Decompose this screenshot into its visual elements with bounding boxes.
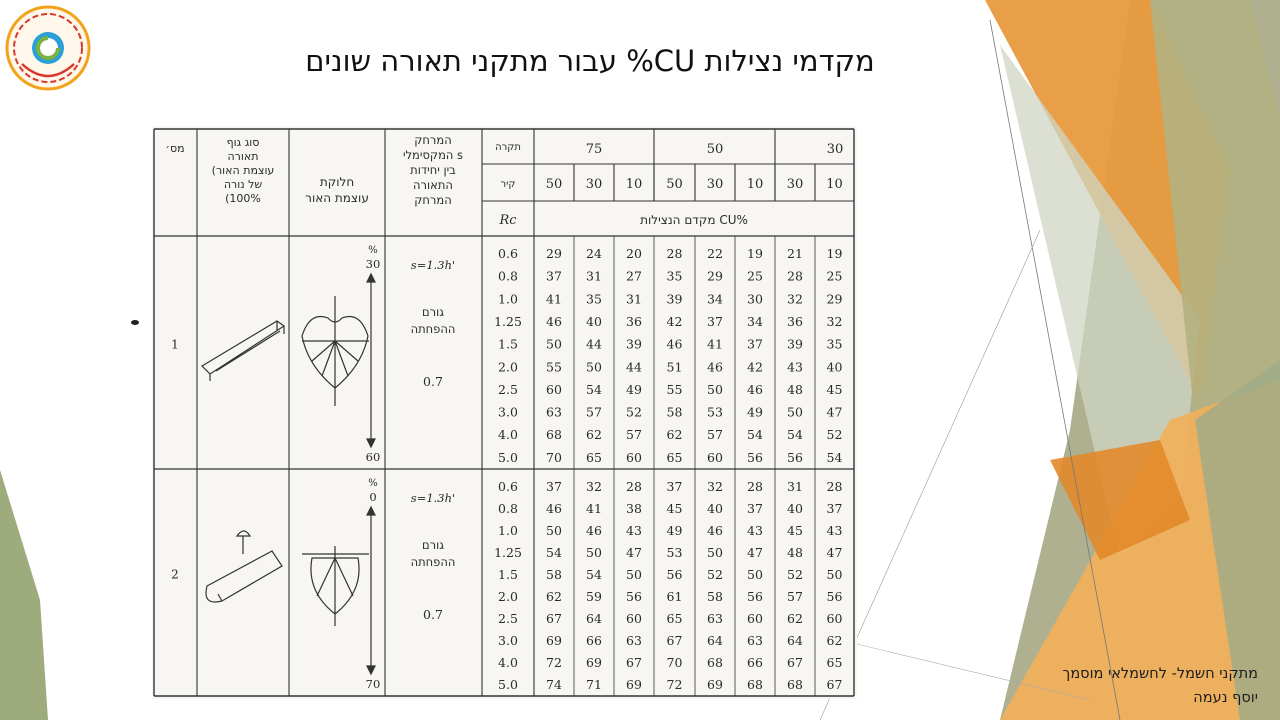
cu-value: 57 (626, 427, 642, 443)
ceiling-value-50: 50 (706, 142, 724, 157)
cu-value: 64 (787, 632, 803, 648)
cu-value: 54 (546, 544, 562, 560)
cu-value: 56 (826, 588, 843, 604)
arrow-down-icon (367, 666, 375, 674)
cu-value: 43 (826, 522, 843, 538)
rc-value: 0.8 (498, 500, 518, 516)
cu-value: 63 (626, 632, 642, 648)
cu-value: 54 (787, 427, 803, 443)
rc-value: 5.0 (498, 676, 518, 692)
arrow-down-icon (367, 439, 375, 447)
cu-value: 74 (546, 676, 562, 692)
footer-author: יוסף נעמה (1193, 690, 1258, 706)
cu-value: 28 (626, 479, 642, 494)
arrow-up-icon (367, 274, 375, 282)
cu-value: 54 (747, 427, 763, 443)
cu-value: 65 (826, 654, 843, 670)
cu-value: 32 (787, 291, 803, 307)
cu-value: 67 (666, 632, 683, 648)
cu-value: 69 (586, 654, 602, 670)
wall-value: 30 (786, 177, 804, 192)
cu-value: 68 (787, 676, 803, 692)
header-max-spacing: בין יחידות (410, 163, 456, 177)
rc-value: 1.5 (498, 566, 518, 582)
cu-value: 55 (666, 381, 683, 397)
cu-value: 20 (626, 246, 642, 261)
percent-sign: % (368, 478, 378, 489)
cu-value: 35 (586, 291, 602, 307)
cu-value: 29 (826, 291, 843, 307)
cu-value: 31 (626, 291, 642, 307)
table-drawing (152, 126, 857, 699)
cu-value: 70 (666, 654, 683, 670)
cu-value: 47 (826, 544, 843, 560)
cu-value: 29 (546, 246, 562, 261)
cu-value: 57 (586, 404, 602, 420)
cu-value: 45 (787, 522, 803, 538)
rc-value: 4.0 (498, 654, 518, 670)
cu-value: 40 (586, 313, 602, 329)
wall-value: 10 (625, 177, 643, 192)
rc-value: 2.5 (498, 381, 518, 397)
cu-value: 49 (747, 404, 763, 420)
footer (1063, 662, 1258, 710)
cu-value: 50 (707, 544, 723, 560)
cu-value: 52 (826, 427, 843, 443)
cu-value: 43 (787, 359, 803, 375)
cu-value: 34 (747, 313, 763, 329)
cu-value: 60 (626, 610, 642, 626)
cu-value: 59 (586, 588, 602, 604)
header-max-spacing: המרחק (414, 133, 452, 147)
cu-value: 37 (666, 479, 683, 494)
rc-value: 2.5 (498, 610, 518, 626)
rc-value: 1.0 (498, 291, 518, 307)
cu-value: 50 (747, 566, 763, 582)
reduction-factor-label: גורם (422, 305, 444, 319)
cu-value: 60 (626, 449, 642, 465)
cu-value: 52 (626, 404, 642, 420)
header-max-spacing: התאורה (413, 178, 453, 192)
cu-value: 31 (586, 268, 602, 284)
cu-value: 39 (787, 336, 803, 352)
wall-value: 10 (826, 177, 843, 192)
cu-value: 50 (626, 566, 642, 582)
cu-value: 22 (707, 246, 723, 261)
cu-value: 43 (626, 522, 642, 538)
cu-value: 28 (747, 479, 763, 494)
cu-value: 72 (666, 676, 683, 692)
row-number-2: 2 (171, 567, 179, 582)
cu-value: 67 (787, 654, 803, 670)
cu-value: 51 (666, 359, 683, 375)
cu-value: 63 (707, 610, 723, 626)
row-number-1: 1 (171, 337, 179, 352)
cu-value: 70 (546, 449, 562, 465)
rc-value: 4.0 (498, 427, 518, 443)
cu-value: 45 (666, 500, 683, 516)
cu-value: 48 (787, 544, 803, 560)
cu-value: 19 (747, 246, 763, 261)
wall-value: 50 (545, 177, 563, 192)
cu-value: 71 (586, 676, 602, 692)
rc-value: 0.6 (498, 246, 518, 261)
cu-value: 68 (747, 676, 763, 692)
cu-value: 68 (707, 654, 723, 670)
cu-value: 65 (666, 610, 683, 626)
rc-value: 2.0 (498, 359, 518, 375)
cu-value: 62 (787, 610, 803, 626)
cu-value: 27 (626, 268, 642, 284)
cu-value: 24 (586, 246, 602, 261)
cu-value: 35 (826, 336, 843, 352)
cu-value: 56 (626, 588, 642, 604)
cu-value: 56 (666, 566, 683, 582)
percent-bottom-value: 60 (365, 450, 381, 464)
header-fixture-type: (עוצמת האור (211, 164, 275, 177)
cu-value: 49 (666, 522, 683, 538)
cu-value: 60 (747, 610, 763, 626)
rc-value: 1.25 (494, 544, 522, 560)
cu-value: 37 (826, 500, 843, 516)
cu-value: 69 (546, 632, 562, 648)
cu-value: 50 (707, 381, 723, 397)
header-distribution: עוצמת האור (305, 191, 369, 205)
rc-value: 3.0 (498, 632, 518, 648)
industrial-reflector-icon (206, 531, 282, 602)
cu-value: 49 (626, 381, 642, 397)
cu-value: 21 (787, 246, 803, 261)
cu-value: 54 (586, 566, 602, 582)
rc-value: 5.0 (498, 449, 518, 465)
cu-value: 42 (747, 359, 763, 375)
header-cu-label: מקדם הנצילות CU% (640, 213, 748, 227)
rc-value: 0.6 (498, 479, 518, 494)
cu-value: 62 (546, 588, 562, 604)
header-fixture-type: של נורה (223, 178, 263, 191)
rc-value: 3.0 (498, 404, 518, 420)
percent-top-value: 0 (369, 490, 377, 504)
percent-sign: % (368, 245, 378, 256)
cu-value: 36 (626, 313, 642, 329)
cu-value: 62 (666, 427, 683, 443)
cu-value: 60 (707, 449, 723, 465)
header-fixture-type: (100% (225, 192, 261, 205)
cu-value: 37 (546, 268, 562, 284)
cu-value: 42 (666, 313, 683, 329)
cu-value: 50 (787, 404, 803, 420)
reduction-factor-label: ההפחתה (410, 322, 456, 336)
cu-value: 66 (747, 654, 763, 670)
circular-stamp-logo-icon (4, 4, 92, 92)
percent-bottom-value: 70 (365, 677, 381, 691)
cu-value: 50 (826, 566, 843, 582)
arrow-up-icon (367, 507, 375, 515)
cu-value: 32 (826, 313, 843, 329)
cu-value: 63 (546, 404, 562, 420)
fluorescent-batten-icon (202, 321, 284, 381)
cu-value: 46 (707, 359, 723, 375)
cu-value: 39 (666, 291, 683, 307)
cu-value: 64 (707, 632, 723, 648)
cu-value: 46 (546, 313, 562, 329)
cu-coefficient-table (152, 126, 857, 699)
rc-value: 1.5 (498, 336, 518, 352)
cu-value: 46 (747, 381, 763, 397)
cu-value: 56 (787, 449, 803, 465)
header-fixture-type: תאורה (227, 150, 259, 163)
cu-value: 55 (546, 359, 562, 375)
cu-value: 60 (546, 381, 562, 397)
cu-value: 65 (586, 449, 602, 465)
rc-value: 0.8 (498, 268, 518, 284)
cu-value: 32 (707, 479, 723, 494)
cu-value: 56 (747, 449, 763, 465)
header-max-spacing: המקסימלי s (402, 148, 464, 162)
cu-value: 54 (826, 449, 843, 465)
cu-value: 46 (586, 522, 602, 538)
cu-value: 44 (626, 359, 642, 375)
cu-value: 57 (787, 588, 803, 604)
cu-value: 36 (787, 313, 803, 329)
footer-course-name: מתקני חשמל- לחשמלאי מוסמך (1062, 666, 1258, 682)
header-wall-label: קיר (500, 179, 516, 190)
cu-value: 53 (707, 404, 723, 420)
cu-value: 28 (787, 268, 803, 284)
cu-value: 57 (707, 427, 723, 443)
cu-value: 50 (586, 544, 602, 560)
cu-value: 48 (787, 381, 803, 397)
cu-value: 40 (707, 500, 723, 516)
header-distribution: חלוקת (319, 175, 355, 189)
cu-value: 50 (546, 522, 562, 538)
cu-value: 28 (826, 479, 843, 494)
cu-value: 30 (747, 291, 763, 307)
cu-value: 47 (747, 544, 763, 560)
ceiling-value-75: 75 (585, 142, 603, 157)
cu-value: 67 (546, 610, 562, 626)
cu-value: 62 (586, 427, 602, 443)
cu-value: 54 (586, 381, 602, 397)
cu-value: 50 (586, 359, 602, 375)
cu-value: 32 (586, 479, 602, 494)
cu-value: 38 (626, 500, 642, 516)
cu-value: 25 (826, 268, 843, 284)
cu-value: 37 (546, 479, 562, 494)
cu-value: 46 (707, 522, 723, 538)
s-formula: s=1.3h' (410, 491, 456, 505)
cu-value: 39 (626, 336, 642, 352)
cu-value: 52 (707, 566, 723, 582)
cu-value: 66 (586, 632, 602, 648)
cu-value: 72 (546, 654, 562, 670)
cu-value: 47 (626, 544, 642, 560)
reduction-factor-label: גורם (422, 538, 444, 552)
percent-top-value: 30 (365, 257, 381, 271)
wall-value: 30 (585, 177, 603, 192)
cu-value: 68 (546, 427, 562, 443)
cu-value: 58 (666, 404, 683, 420)
cu-value: 63 (747, 632, 763, 648)
cu-value: 31 (787, 479, 803, 494)
cu-value: 41 (707, 336, 723, 352)
cu-value: 61 (666, 588, 683, 604)
reduction-factor-value: 0.7 (423, 374, 443, 389)
ceiling-value-30: 30 (826, 142, 844, 157)
cu-value: 67 (626, 654, 642, 670)
header-rc-label: Rc (499, 213, 517, 228)
header-ceiling-label: תקרה (495, 142, 521, 153)
stray-mark (131, 320, 139, 325)
cu-value: 41 (546, 291, 562, 307)
s-formula: s=1.3h' (410, 258, 456, 272)
cu-value: 50 (546, 336, 562, 352)
cu-value: 46 (546, 500, 562, 516)
cu-value: 37 (747, 336, 763, 352)
rc-value: 1.0 (498, 522, 518, 538)
cu-value: 67 (826, 676, 843, 692)
header-number: מס׳ (165, 142, 185, 155)
cu-value: 29 (707, 268, 723, 284)
cu-value: 35 (666, 268, 683, 284)
wall-value: 30 (706, 177, 724, 192)
cu-value: 65 (666, 449, 683, 465)
header-max-spacing: המרחק (414, 193, 452, 207)
rc-value: 2.0 (498, 588, 518, 604)
cu-value: 40 (826, 359, 843, 375)
cu-value: 62 (826, 632, 843, 648)
narrow-distribution-icon (302, 546, 369, 626)
cu-value: 41 (586, 500, 602, 516)
batwing-distribution-icon (302, 296, 369, 406)
cu-value: 28 (666, 246, 683, 261)
cu-value: 58 (707, 588, 723, 604)
cu-value: 46 (666, 336, 683, 352)
cu-value: 64 (586, 610, 602, 626)
cu-value: 37 (707, 313, 723, 329)
reduction-factor-label: ההפחתה (410, 555, 456, 569)
page-title: מקדמי נצילות CU% עבור מתקני תאורה שונים (305, 44, 875, 78)
header-fixture-type: סוג גוף (226, 136, 260, 149)
cu-value: 44 (586, 336, 602, 352)
cu-value: 60 (826, 610, 843, 626)
cu-value: 52 (787, 566, 803, 582)
cu-value: 34 (707, 291, 723, 307)
reduction-factor-value: 0.7 (423, 607, 443, 622)
cu-value: 47 (826, 404, 843, 420)
cu-value: 19 (826, 246, 843, 261)
cu-value: 40 (787, 500, 803, 516)
cu-value: 58 (546, 566, 562, 582)
wall-value: 10 (746, 177, 764, 192)
cu-value: 43 (747, 522, 763, 538)
cu-value: 37 (747, 500, 763, 516)
rc-value: 1.25 (494, 313, 522, 329)
cu-value: 69 (707, 676, 723, 692)
cu-value: 56 (747, 588, 763, 604)
cu-value: 25 (747, 268, 763, 284)
cu-value: 53 (666, 544, 683, 560)
cu-value: 45 (826, 381, 843, 397)
cu-value: 69 (626, 676, 642, 692)
wall-value: 50 (666, 177, 683, 192)
